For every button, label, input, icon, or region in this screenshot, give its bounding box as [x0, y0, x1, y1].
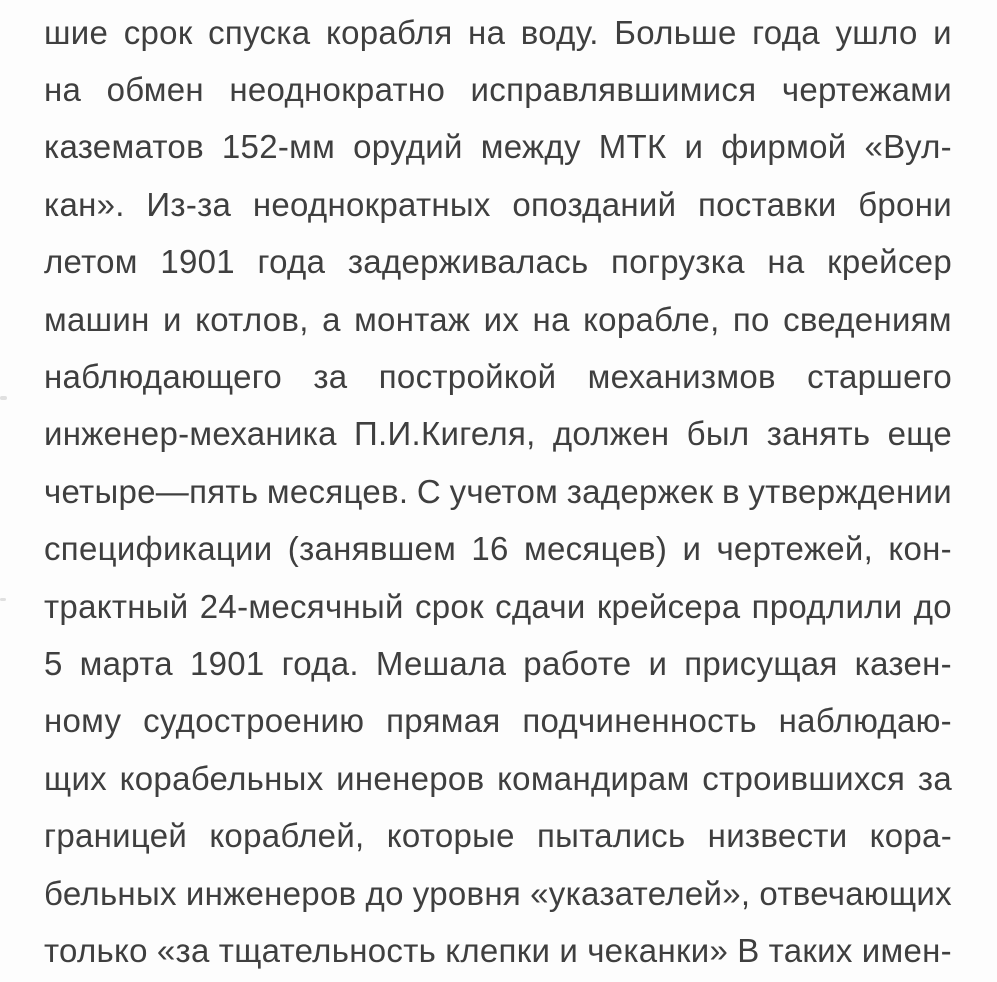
scan-artifact	[0, 598, 6, 601]
text-column	[44, 4, 952, 980]
text-line: щих корабельных иненеров командирам строившихся за	[44, 759, 952, 797]
text-line: на обмен неоднократно исправлявшимися чертежами	[44, 71, 952, 109]
text-line: инженер-механика П.И.Кигеля, должен был занять еще	[44, 415, 952, 453]
text-line: кан». Из-за неоднократных опозданий поставки брони	[44, 185, 952, 223]
text-line: летом 1901 года задерживалась погрузка на крейсер	[44, 243, 952, 281]
text-line: спецификации (занявшем 16 месяцев) и чертежей, кон-	[44, 530, 952, 568]
scan-artifact	[0, 396, 7, 400]
text-line: трактный 24-месячный срок сдачи крейсера продлили до	[44, 587, 952, 625]
text-line: четыре—пять месяцев. С учетом задержек в утверждении	[44, 472, 952, 510]
text-line: 5 марта 1901 года. Мешала работе и присущая казен-	[44, 644, 952, 682]
text-line: шие срок спуска корабля на воду. Больше года ушло и	[44, 13, 952, 51]
text-line: казематов 152-мм орудий между МТК и фирмой «Вул-	[44, 128, 952, 166]
text-line: машин и котлов, а монтаж их на корабле, по сведениям	[44, 300, 952, 338]
text-line: ному судостроению прямая подчиненность наблюдаю-	[44, 702, 952, 740]
text-line: границей кораблей, которые пытались низвести кора-	[44, 817, 952, 855]
text-line: только «за тщательность клепки и чеканки» В таких имен-	[44, 931, 952, 969]
text-line: наблюдающего за постройкой механизмов старшего	[44, 358, 952, 396]
text-line: бельных инженеров до уровня «указателей», отвечающих	[44, 874, 952, 912]
